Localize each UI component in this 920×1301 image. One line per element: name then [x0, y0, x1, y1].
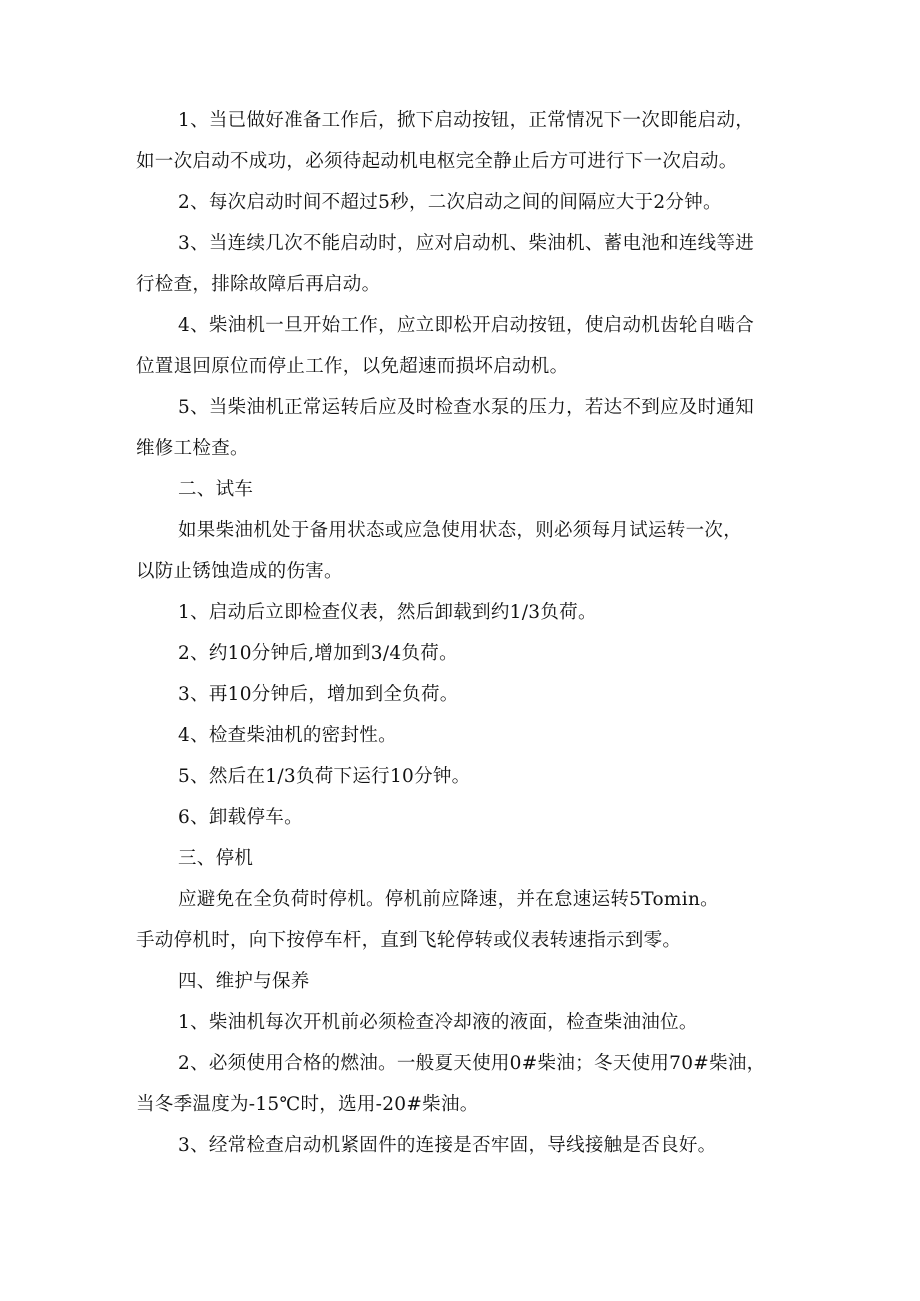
document-body: [136, 100, 806, 1166]
section-heading: [136, 838, 806, 879]
paragraph: [136, 756, 806, 797]
text-line: 2、约10分钟后,增加到3/4负荷。: [178, 643, 458, 664]
paragraph: [136, 1125, 806, 1166]
text-line: 2、必须使用合格的燃油。一般夏天使用0#柴油；冬天使用70#柴油，: [178, 1053, 766, 1074]
text-line: 1、柴油机每次开机前必须检查冷却液的液面，检查柴油油位。: [178, 1012, 698, 1033]
paragraph: [136, 1043, 806, 1125]
text-line: 6、卸载停车。: [178, 807, 303, 828]
text-line: 4、检查柴油机的密封性。: [178, 725, 397, 746]
text-line: 二、试车: [178, 479, 254, 500]
text-line: 1、启动后立即检查仪表，然后卸载到约1/3负荷。: [178, 602, 597, 623]
text-line: 如一次启动不成功，必须待起动机电枢完全静止后方可进行下一次启动。: [136, 151, 738, 172]
paragraph: [136, 633, 806, 674]
paragraph: [136, 182, 806, 223]
paragraph: [136, 1002, 806, 1043]
text-line: 维修工检查。: [136, 438, 249, 459]
section-heading: [136, 961, 806, 1002]
text-line: 当冬季温度为-15℃时，选用-20#柴油。: [136, 1094, 479, 1115]
text-line: 位置退回原位而停止工作，以免超速而损坏启动机。: [136, 356, 569, 377]
paragraph: [136, 387, 806, 469]
section-heading: [136, 469, 806, 510]
text-line: 手动停机时，向下按停车杆，直到飞轮停转或仪表转速指示到零。: [136, 930, 682, 951]
text-line: 5、当柴油机正常运转后应及时检查水泵的压力，若达不到应及时通知: [178, 397, 755, 418]
paragraph: [136, 223, 806, 305]
paragraph: [136, 674, 806, 715]
paragraph: [136, 100, 806, 182]
text-line: 2、每次启动时间不超过5秒，二次启动之间的间隔应大于2分钟。: [178, 192, 722, 213]
paragraph: [136, 592, 806, 633]
text-line: 行检查，排除故障后再启动。: [136, 274, 381, 295]
text-line: 3、当连续几次不能启动时，应对启动机、柴油机、蓄电池和连线等进: [178, 233, 755, 254]
text-line: 3、再10分钟后，增加到全负荷。: [178, 684, 459, 705]
text-line: 如果柴油机处于备用状态或应急使用状态，则必须每月试运转一次，: [178, 520, 743, 541]
text-line: 1、当已做好准备工作后，掀下启动按钮，正常情况下一次即能启动，: [178, 110, 755, 131]
text-line: 以防止锈蚀造成的伤害。: [136, 561, 343, 582]
text-line: 3、经常检查启动机紧固件的连接是否牢固，导线接触是否良好。: [178, 1135, 717, 1156]
paragraph: [136, 879, 806, 961]
text-line: 三、停机: [178, 848, 254, 869]
text-line: 5、然后在1/3负荷下运行10分钟。: [178, 766, 471, 787]
paragraph: [136, 797, 806, 838]
text-line: 四、维护与保养: [178, 971, 310, 992]
paragraph: [136, 510, 806, 592]
paragraph: [136, 305, 806, 387]
paragraph: [136, 715, 806, 756]
text-line: 4、柴油机一旦开始工作，应立即松开启动按钮，使启动机齿轮自啮合: [178, 315, 755, 336]
text-line: 应避免在全负荷时停机。停机前应降速，并在怠速运转5Tomin。: [178, 889, 719, 910]
